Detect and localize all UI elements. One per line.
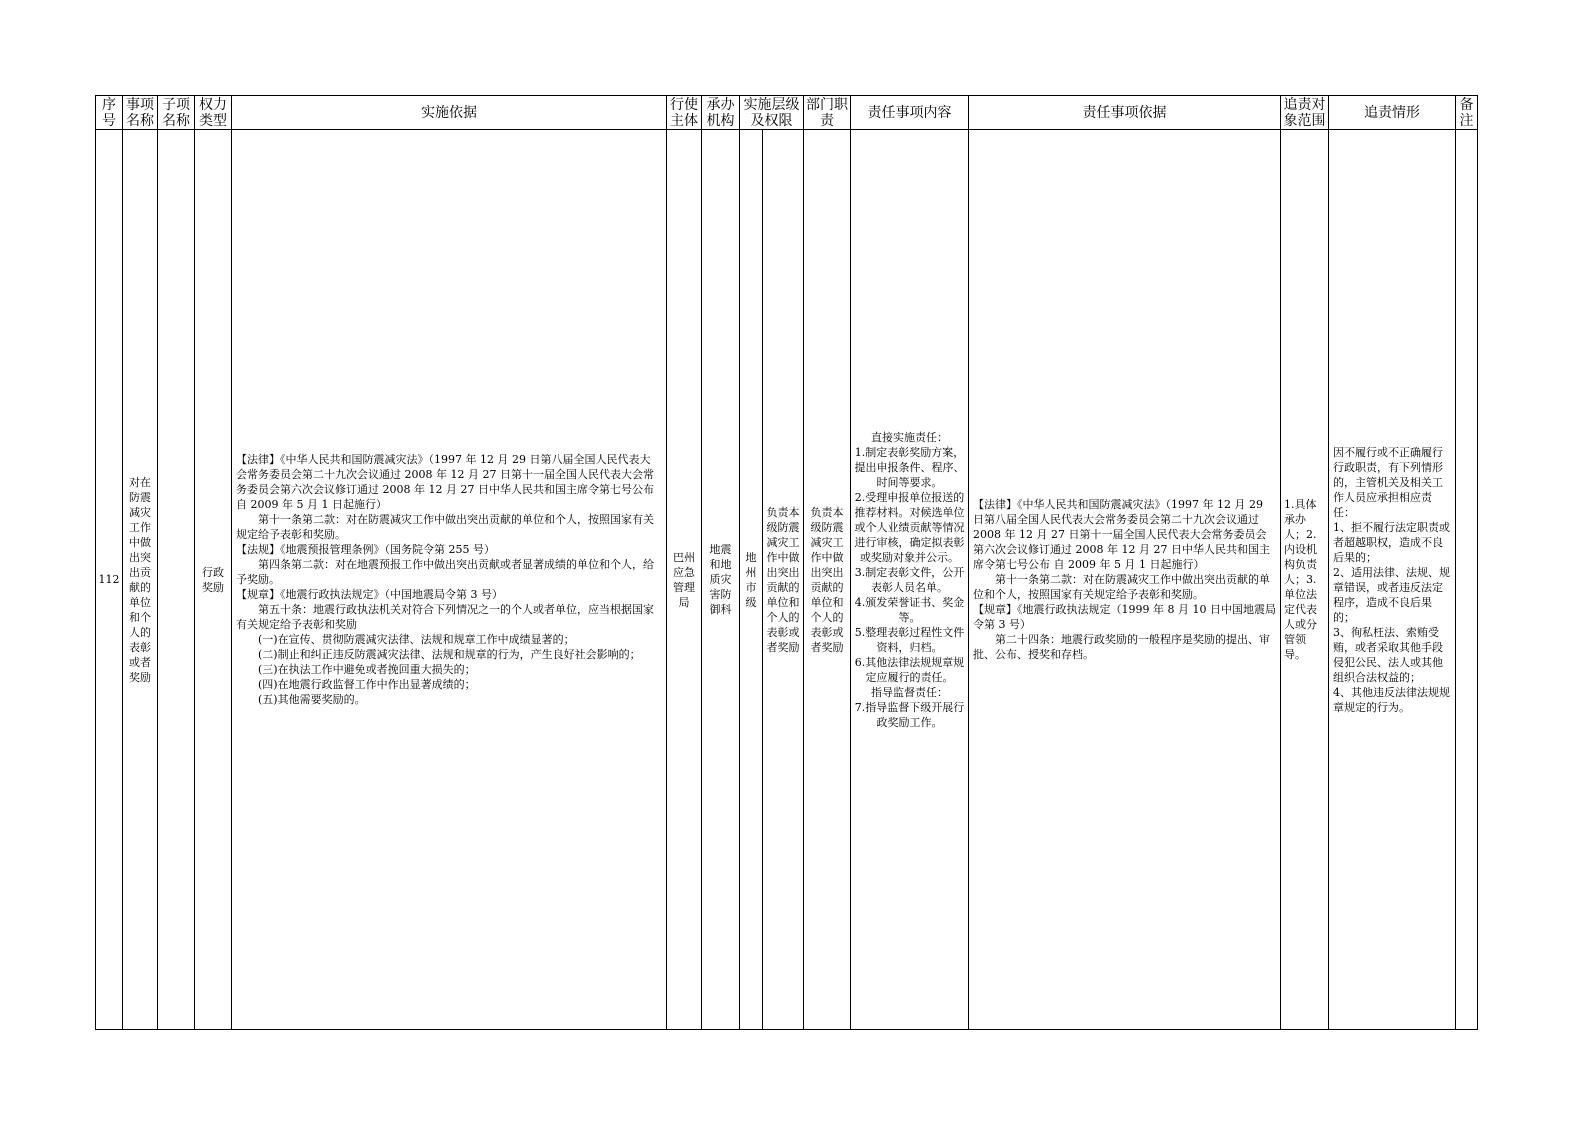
basis-rule-item: (一)在宣传、贯彻防震减灾法律、法规和规章工作中成绩显著的； xyxy=(258,633,575,646)
header-sub-name: 子项名称 xyxy=(158,96,195,130)
resp-content-line: 指导监督责任： xyxy=(871,685,948,699)
cell-power-type: 行政奖励 xyxy=(195,130,232,1030)
basis-rule-item: (三)在执法工作中避免或者挽回重大损失的； xyxy=(258,663,476,676)
cell-resp-content xyxy=(851,130,969,1030)
account-case-line: 4、其他违反法律法规规章规定的行为。 xyxy=(1333,685,1450,714)
resp-content-line: 5.整理表彰过程性文件资料，归档。 xyxy=(854,625,965,654)
header-level: 实施层级及权限 xyxy=(740,96,804,130)
basis-rule-item: (四)在地震行政监督工作中作出显著成绩的； xyxy=(258,678,476,691)
header-subject: 行使主体 xyxy=(667,96,702,130)
basis-rule-item: (五)其他需要奖励的。 xyxy=(258,693,366,706)
header-row xyxy=(96,96,1478,130)
basis-rule-article: 第五十条：地震行政执法机关对符合下列情况之一的个人或者单位，应当根据国家有关规定给予表彰和奖励 xyxy=(236,603,654,631)
cell-item-name: 对在防震减灾工作中做出突出贡献的单位和个人的表彰或者奖励 xyxy=(123,130,158,1030)
cell-subject: 巴州应急管理局 xyxy=(667,130,702,1030)
cell-level-b: 负责本级防震减灾工作中做出突出贡献的单位和个人的表彰或者奖励 xyxy=(763,130,804,1030)
header-seq: 序号 xyxy=(96,96,123,130)
power-list-sheet xyxy=(95,95,1477,1030)
cell-basis xyxy=(232,130,667,1030)
resp-basis-law-article: 第十一条第二款：对在防震减灾工作中做出突出贡献的单位和个人，按照国家有关规定给予表彰和奖励。 xyxy=(973,573,1270,601)
header-resp-basis: 责任事项依据 xyxy=(969,96,1281,130)
header-remark: 备注 xyxy=(1456,96,1478,130)
basis-rule-item: (二)制止和纠正违反防震减灾法律、法规和规章的行为，产生良好社会影响的； xyxy=(258,648,641,661)
basis-regulation: 【法规】《地震预报管理条例》（国务院令第 255 号） xyxy=(236,543,495,556)
cell-remark xyxy=(1456,130,1478,1030)
resp-content-line: 3.制定表彰文件，公开表彰人员名单。 xyxy=(854,565,965,594)
account-case-line: 因不履行或不正确履行行政职责，有下列情形的，主管机关及相关工作人员应承担相应责任： xyxy=(1333,445,1443,519)
resp-content-line: 7.指导监督下级开展行政奖励工作。 xyxy=(854,700,965,729)
cell-resp-basis xyxy=(969,130,1281,1030)
account-case-line: 2、适用法律、法规、规章错误，或者违反法定程序，造成不良后果的； xyxy=(1333,565,1450,624)
header-item-name: 事项名称 xyxy=(123,96,158,130)
resp-content-line: 6.其他法律法规规章规定应履行的责任。 xyxy=(854,655,965,684)
cell-account-scope: 1.具体承办人；2.内设机构负责人；3.单位法定代表人或分管领导。 xyxy=(1281,130,1329,1030)
basis-law-article: 第十一条第二款：对在防震减灾工作中做出突出贡献的单位和个人，按照国家有关规定给予表彰和奖励。 xyxy=(236,513,654,541)
account-case-line: 1、拒不履行法定职责或者超越职权，造成不良后果的； xyxy=(1333,520,1450,564)
resp-basis-law: 【法律】《中华人民共和国防震减灾法》（1997 年 12 月 29 日第八届全国人民代表大会常务委员会第二十九次会议通过 2008 年 12 月 27 日第十一届全国人民代表大会常务委员会第六次会议修订通过 2008 年 12 月 27 日中华人民共和国主席令第七号公布 自 2009 年 5 月 1 日起施行） xyxy=(973,498,1270,571)
resp-content-line: 直接实施责任： xyxy=(871,430,948,444)
basis-law: 【法律】《中华人民共和国防震减灾法》（1997 年 12 月 29 日第八届全国人民代表大会常务委员会第二十九次会议通过 2008 年 12 月 27 日第十一届全国人民代表大会常务委员会第六次会议修订通过 2008 年 12 月 27 日中华人民共和国主席令第七号公布 自 2009 年 5 月 1 日起施行） xyxy=(236,453,654,511)
power-list-table xyxy=(95,95,1478,1030)
header-agency: 承办机构 xyxy=(702,96,740,130)
cell-dept-duty: 负责本级防震减灾工作中做出突出贡献的单位和个人的表彰或者奖励 xyxy=(804,130,851,1030)
basis-regulation-article: 第四条第二款：对在地震预报工作中做出突出贡献或者显著成绩的单位和个人，给予奖励。 xyxy=(236,558,654,586)
header-account-cases: 追责情形 xyxy=(1329,96,1456,130)
account-case-line: 3、徇私枉法、索贿受贿，或者采取其他手段侵犯公民、法人或其他组织合法权益的； xyxy=(1333,625,1443,684)
resp-basis-rule: 【规章】《地震行政执法规定（1999 年 8 月 10 日中国地震局令第 3 号） xyxy=(973,603,1276,631)
resp-content-line: 2.受理申报单位报送的推荐材料。对候选单位或个人业绩贡献等情况进行审核，确定拟表彰或奖励对象并公示。 xyxy=(854,490,965,564)
header-power-type: 权力类型 xyxy=(195,96,232,130)
header-dept-duty: 部门职责 xyxy=(804,96,851,130)
header-account-scope: 追责对象范围 xyxy=(1281,96,1329,130)
resp-content-line: 4.颁发荣誉证书、奖金等。 xyxy=(854,595,965,624)
cell-account-cases xyxy=(1329,130,1456,1030)
cell-sub-name xyxy=(158,130,195,1030)
basis-rule: 【规章】《地震行政执法规定》（中国地震局令第 3 号） xyxy=(236,588,503,601)
header-basis: 实施依据 xyxy=(232,96,667,130)
cell-level-a: 地州市级 xyxy=(740,130,763,1030)
cell-agency: 地震和地质灾害防御科 xyxy=(702,130,740,1030)
resp-basis-rule-article: 第二十四条：地震行政奖励的一般程序是奖励的提出、审批、公布、授奖和存档。 xyxy=(973,633,1270,661)
resp-content-line: 1.制定表彰奖励方案，提出申报条件、程序、时间等要求。 xyxy=(854,445,965,489)
cell-seq: 112 xyxy=(96,130,123,1030)
table-row xyxy=(96,130,1478,1030)
header-resp-content: 责任事项内容 xyxy=(851,96,969,130)
